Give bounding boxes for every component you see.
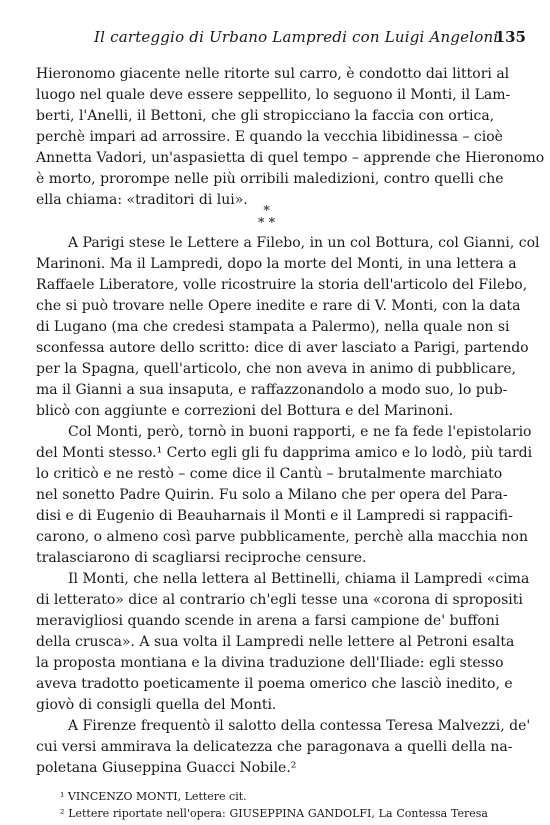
text-line: aveva tradotto poeticamente il poema omerico che lasciò inedito, e [36,676,513,692]
text-line: giovò di consigli quella del Monti. [36,697,277,713]
text-line: è morto, prorompe nelle più orribili maledizioni, contro quelli che [36,171,504,187]
footnote: ¹ VINCENZO MONTI, Lettere cit. [60,790,247,803]
running-head: Il carteggio di Urbano Lampredi con Luigi Angeloni [94,28,499,46]
text-line: Annetta Vadori, un'aspasietta di quel tempo – apprende che Hieronomo [36,150,545,166]
text-line: A Firenze frequentò il salotto della contessa Teresa Malvezzi, de' [68,718,531,734]
text-line: blicò con aggiunte e correzioni del Bottura e del Marinoni. [36,403,454,419]
page-header [36,28,526,48]
text-line: sconfessa autore dello scritto: dice di aver lasciato a Parigi, partendo [36,340,529,356]
text-line: carono, o almeno così parve pubblicamente, perchè alla macchia non [36,529,528,545]
text-line: che si può trovare nelle Opere inedite e rare di V. Monti, con la data [36,298,521,314]
text-line: tralasciarono di scagliarsi reciproche censure. [36,550,367,566]
text-line: lo criticò e ne restò – come dice il Cantù – brutalmente marchiato [36,466,503,482]
text-line: Marinoni. Ma il Lampredi, dopo la morte del Monti, in una lettera a [36,256,517,272]
text-line: Col Monti, però, tornò in buoni rapporti, e ne fa fede l'epistolario [68,424,532,440]
text-line: la proposta montiana e la divina traduzione dell'Iliade: egli stesso [36,655,504,671]
text-line: nel sonetto Padre Quirin. Fu solo a Milano che per opera del Para- [36,487,508,503]
text-line: meravigliosi quando scende in arena a farsi campione de' buffoni [36,613,500,629]
text-line: del Monti stesso.¹ Certo egli gli fu dapprima amico e lo lodò, più tardi [36,445,533,461]
text-line: poletana Giuseppina Guacci Nobile.² [36,760,297,776]
text-line: A Parigi stese le Lettere a Filebo, in un col Bottura, col Gianni, col [68,235,540,251]
text-line: per la Spagna, quell'articolo, che non aveva in animo di pubblicare, [36,361,517,377]
text-line: Hieronomo giacente nelle ritorte sul carro, è condotto dai littori al [36,66,510,82]
text-line: ma il Gianni a sua insaputa, e raffazzonandolo a modo suo, lo pub- [36,382,508,398]
footnote: ² Lettere riportate nell'opera: GIUSEPPINA GANDOLFI, La Contessa Teresa [60,807,488,820]
text-line: Raffaele Liberatore, volle ricostruire la storia dell'articolo del Filebo, [36,277,528,293]
text-line: ella chiama: «traditori di lui». [36,192,248,208]
text-line: di Lugano (ma che credesi stampata a Palermo), nella quale non si [36,319,510,335]
text-line: della crusca». A sua volta il Lampredi nelle lettere al Petroni esalta [36,634,515,650]
text-line: luogo nel quale deve essere seppellito, lo seguono il Monti, il Lam- [36,87,511,103]
text-line: Il Monti, che nella lettera al Bettinelli, chiama il Lampredi «cima [68,571,530,587]
text-line: berti, l'Anelli, il Bettoni, che gli stropicciano la faccia con ortica, [36,108,495,124]
section-separator: * * * [258,204,276,231]
text-line: perchè impari ad arrossire. E quando la vecchia libidinessa – cioè [36,129,503,145]
page-number: 135 [494,28,526,46]
text-line: disi e di Eugenio di Beauharnais il Monti e il Lampredi si rappacifi- [36,508,513,524]
text-line: cui versi ammirava la delicatezza che paragonava a quelli della na- [36,739,513,755]
text-line: di letterato» dice al contrario ch'egli tesse una «corona di spropositi [36,592,523,608]
